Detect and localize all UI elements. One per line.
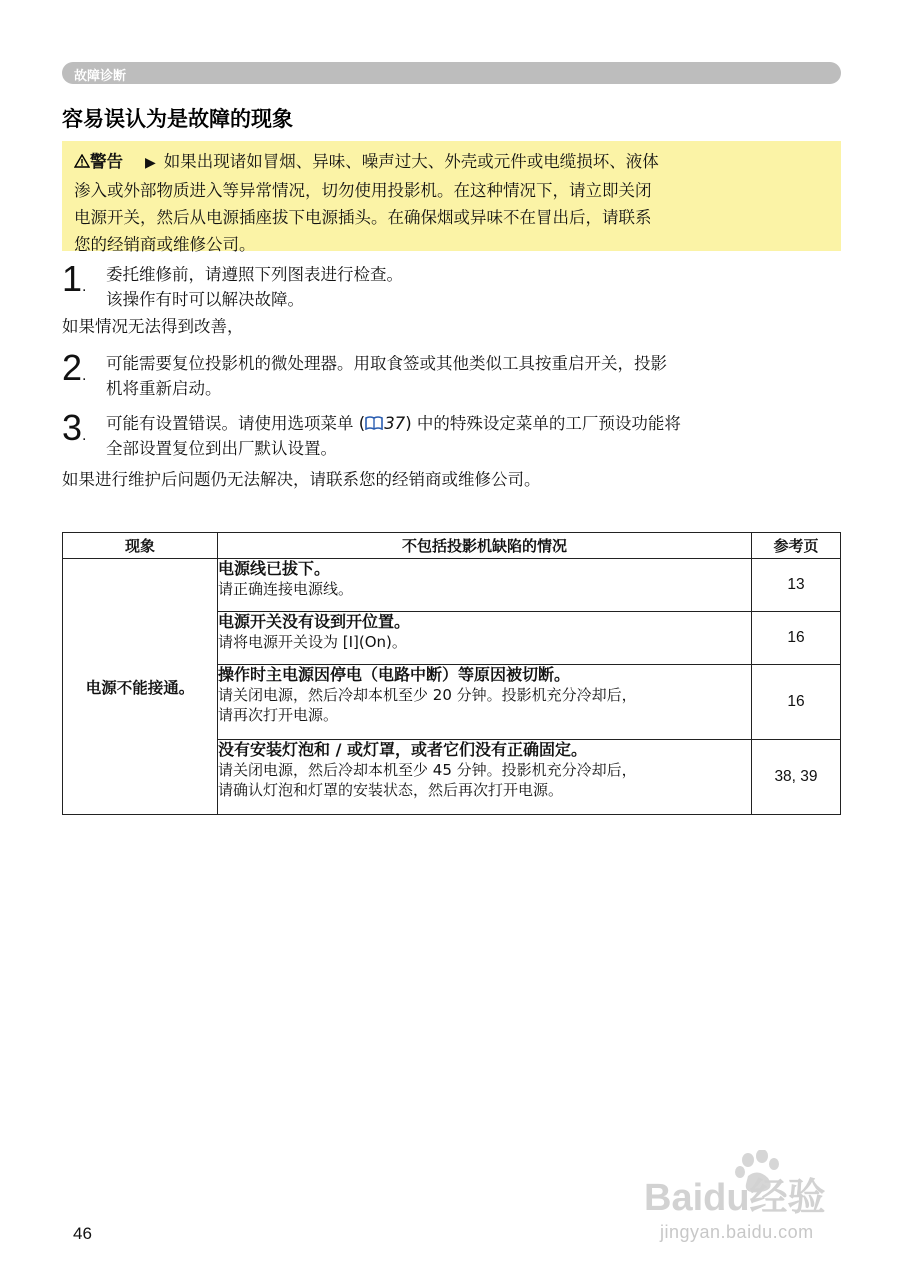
warning-text: 如果出现诸如冒烟、异味、噪声过大、外壳或元件或电缆损坏、液体 xyxy=(163,152,659,171)
warning-line-3: 电源开关，然后从电源插座拔下电源插头。在确保烟或异味不在冒出后，请联系 xyxy=(74,208,652,227)
warning-triangle-icon xyxy=(74,154,90,168)
watermark-brand: Baidu经验 xyxy=(644,1177,826,1219)
step-text: 可能需要复位投影机的微处理器。用取食签或其他类似工具按重启开关，投影 机将重新启动。 xyxy=(106,354,667,398)
warning-line-2: 渗入或外部物质进入等异常情况，切勿使用投影机。在这种情况下，请立即关闭 xyxy=(74,181,652,200)
intermediate-text: 如果情况无法得到改善， xyxy=(62,317,244,336)
step-text: 可能有设置错误。请使用选项菜单 ( 37) 中的特殊设定菜单的工厂预设功能将 全部设置复位到出厂默认设置。 xyxy=(106,414,681,458)
step-number: 3. xyxy=(62,407,87,448)
header-phenomenon: 现象 xyxy=(63,533,218,559)
header-reference-page: 参考页 xyxy=(752,533,841,559)
step-number: 2. xyxy=(62,347,87,388)
reference-page-link[interactable]: 37 xyxy=(384,414,406,433)
section-label: 故障诊断 xyxy=(74,69,127,84)
reference-page-cell: 38, 39 xyxy=(752,740,841,815)
reference-page-cell: 16 xyxy=(752,612,841,665)
table-header-row xyxy=(63,533,841,559)
condition-cell: 电源开关没有设到开位置。 请将电源开关设为 [I](On)。 xyxy=(218,612,752,665)
reference-page-cell: 13 xyxy=(752,559,841,612)
step-text: 委托维修前，请遵照下列图表进行检查。 该操作有时可以解决故障。 xyxy=(106,265,403,309)
page-number: 46 xyxy=(73,1224,92,1243)
phenomenon-cell: 电源不能接通。 xyxy=(63,559,218,815)
warning-line-1 xyxy=(74,148,829,177)
triangle-right-icon: ▶ xyxy=(145,155,156,171)
step-number: 1. xyxy=(62,258,87,299)
troubleshooting-table xyxy=(62,532,841,815)
warning-box xyxy=(62,141,841,254)
condition-cell: 没有安装灯泡和 / 或灯罩，或者它们没有正确固定。 请关闭电源，然后冷却本机至少 45 分钟。投影机充分冷却后， 请确认灯泡和灯罩的安装状态，然后再次打开电源。 xyxy=(218,740,752,815)
header-condition: 不包括投影机缺陷的情况 xyxy=(218,533,752,559)
condition-cell: 操作时主电源因停电（电路中断）等原因被切断。 请关闭电源，然后冷却本机至少 20 分钟。投影机充分冷却后， 请再次打开电源。 xyxy=(218,665,752,740)
reference-page-cell: 16 xyxy=(752,665,841,740)
warning-line-4: 您的经销商或维修公司。 xyxy=(74,235,256,254)
book-icon xyxy=(365,416,383,430)
warning-label: 警告 xyxy=(90,152,123,171)
table-row xyxy=(63,559,841,612)
closing-text: 如果进行维护后问题仍无法解决，请联系您的经销商或维修公司。 xyxy=(62,470,541,489)
page-title: 容易误认为是故障的现象 xyxy=(62,107,293,131)
condition-cell: 电源线已拔下。 请正确连接电源线。 xyxy=(218,559,752,612)
watermark-url: jingyan.baidu.com xyxy=(660,1222,814,1242)
section-header-bar xyxy=(62,62,841,84)
